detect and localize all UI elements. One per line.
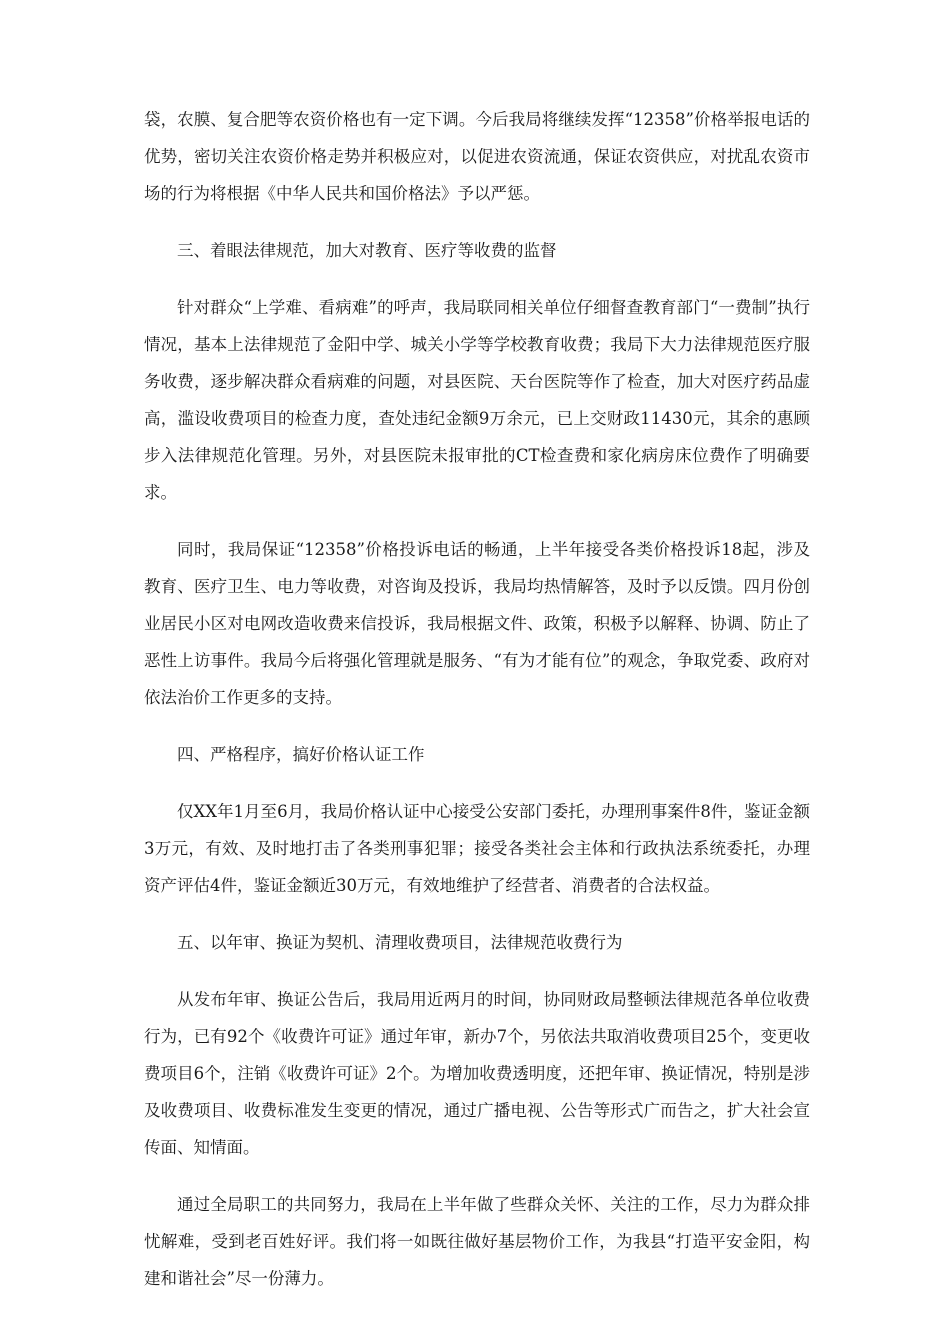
section-heading-5: 五、以年审、换证为契机、清理收费项目，法律规范收费行为 [177, 933, 623, 952]
paragraph: 从发布年审、换证公告后，我局用近两月的时间，协同财政局整顿法律规范各单位收费行为，已有92个《收费许可证》通过年审，新办7个，另依法共取消收费项目25个，变更收费项目6个，注销《收费许可证》2个。为增加收费透明度，还把年审、换证情况，特别是涉及收费项目、收费标准发生变更的情况，通过广播电视、公告等形式广而告之，扩大社会宣传面、知情面。 [144, 990, 810, 1157]
section-heading-3: 三、着眼法律规范，加大对教育、医疗等收费的监督 [177, 241, 557, 260]
paragraph: 同时，我局保证“12358”价格投诉电话的畅通，上半年接受各类价格投诉18起，涉及教育、医疗卫生、电力等收费，对咨询及投诉，我局均热情解答，及时予以反馈。四月份创业居民小区对电网改造收费来信投诉，我局根据文件、政策，积极予以解释、协调、防止了恶性上访事件。我局今后将强化管理就是服务、“有为才能有位”的观念，争取党委、政府对依法治价工作更多的支持。 [144, 540, 810, 707]
paragraph-closing: 通过全局职工的共同努力，我局在上半年做了些群众关怀、关注的工作，尽力为群众排忧解难，受到老百姓好评。我们将一如既往做好基层物价工作，为我县“打造平安金阳，构建和谐社会”尽一份薄力。 [144, 1195, 810, 1288]
paragraph: 仅XX年1月至6月，我局价格认证中心接受公安部门委托，办理刑事案件8件，鉴证金额3万元，有效、及时地打击了各类刑事犯罪；接受各类社会主体和行政执法系统委托，办理资产评估4件，鉴证金额近30万元，有效地维护了经营者、消费者的合法权益。 [144, 802, 810, 895]
document-body [144, 101, 810, 1317]
paragraph: 针对群众“上学难、看病难”的呼声，我局联同相关单位仔细督查教育部门“一费制”执行情况，基本上法律规范了金阳中学、城关小学等学校教育收费；我局下大力法律规范医疗服务收费，逐步解决群众看病难的问题，对县医院、天台医院等作了检查，加大对医疗药品虚高，滥设收费项目的检查力度，查处违纪金额9万余元，已上交财政11430元，其余的惠顾步入法律规范化管理。另外，对县医院未报审批的CT检查费和家化病房床位费作了明确要求。 [144, 298, 810, 502]
section-heading-4: 四、严格程序，搞好价格认证工作 [177, 745, 425, 764]
paragraph-continued: 袋，农膜、复合肥等农资价格也有一定下调。今后我局将继续发挥“12358”价格举报电话的优势，密切关注农资价格走势并积极应对，以促进农资流通，保证农资供应，对扰乱农资市场的行为将根据《中华人民共和国价格法》予以严惩。 [144, 110, 810, 203]
